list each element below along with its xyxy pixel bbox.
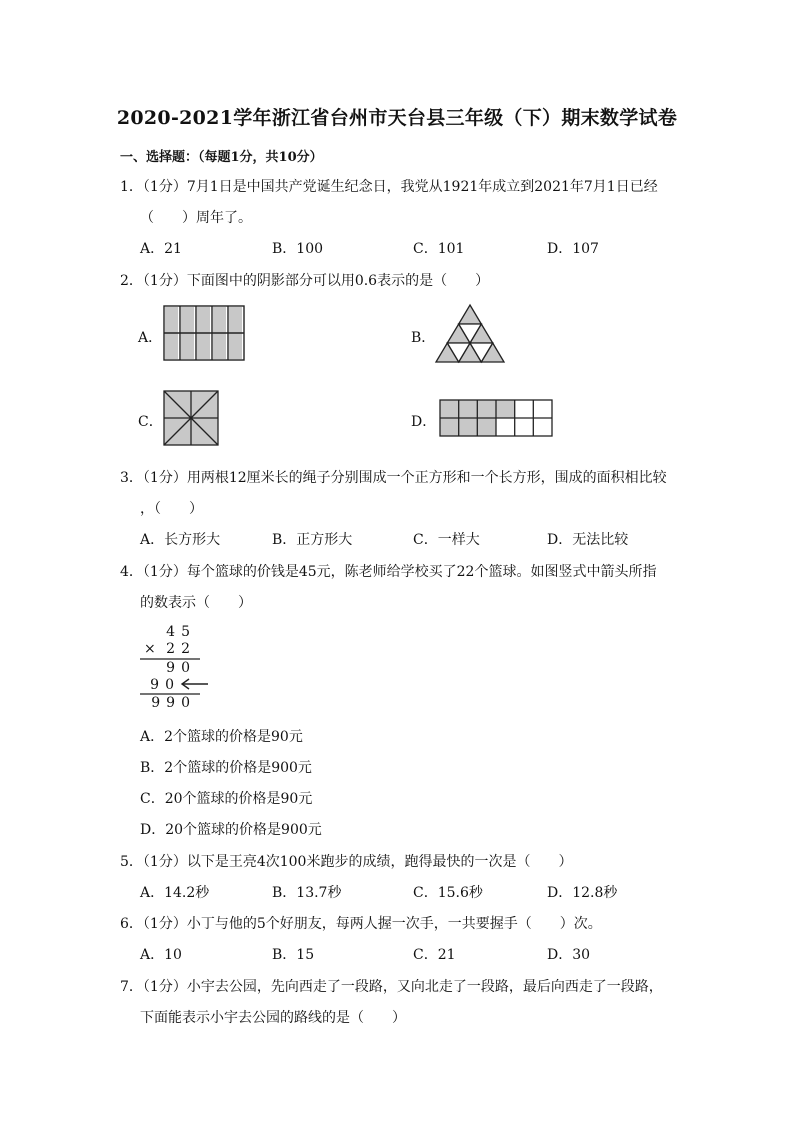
calc-lines [136,626,212,712]
calc-times-sign: × [144,641,156,657]
q4-text-line2: 的数表示（ ） [140,595,252,611]
q6-option-d: D．30 [547,947,591,963]
q3-text-line2: ，（ ） [140,501,203,517]
q1-option-b: B．100 [272,241,324,257]
q2-label-b: B． [411,330,436,346]
q6-option-c: C．21 [413,947,456,963]
q4-text-line1: 4．（1分）每个篮球的价钱是45元，陈老师给学校买了22个篮球。如图竖式中箭头所指 [120,564,657,580]
q2-figure-d-grid [439,399,553,437]
q2-figure-a-grid [163,305,245,361]
q2-label-a: A． [138,330,163,346]
q3-option-c: C．一样大 [413,532,480,548]
q3-option-d: D．无法比较 [547,532,629,548]
page-title: 2020-2021学年浙江省台州市天台县三年级（下）期末数学试卷 [116,107,678,129]
q2-figure-c-square [163,390,219,446]
q1-text-line1: 1．（1分）7月1日是中国共产党诞生纪念日，我党从1921年成立到2021年7月1日已经 [120,179,658,195]
q5-text-line1: 5．（1分）以下是王亮4次100米跑步的成绩，跑得最快的一次是（ ） [120,854,573,870]
q7-text-line2: 下面能表示小宇去公园的路线的是（ ） [140,1010,406,1026]
q3-option-b: B．正方形大 [272,532,353,548]
q4-option-b: B．2个篮球的价格是900元 [140,760,312,776]
q7-text-line1: 7．（1分）小宇去公园，先向西走了一段路，又向北走了一段路，最后向西走了一段路， [120,979,663,995]
q2-figure-b-triangle [436,303,504,363]
calc-product: 990 [151,695,196,711]
q5-option-b: B．13.7秒 [272,885,342,901]
q2-label-c: C． [138,414,163,430]
q2-label-d: D． [411,414,437,430]
q6-option-a: A．10 [140,947,182,963]
q1-option-c: C．101 [413,241,465,257]
q1-option-a: A．21 [140,241,182,257]
calc-partial-product-1: 90 [166,660,196,676]
section-heading: 一、选择题：（每题1分，共10分） [120,150,323,165]
q4-option-c: C．20个篮球的价格是90元 [140,791,313,807]
arrow-left-icon [180,677,210,691]
calc-multiplier: 22 [166,641,196,657]
q6-option-b: B．15 [272,947,315,963]
q6-text-line1: 6．（1分）小丁与他的5个好朋友，每两人握一次手，一共要握手（ ）次。 [120,916,602,932]
q5-option-a: A．14.2秒 [140,885,210,901]
q3-option-a: A．长方形大 [140,532,221,548]
q4-option-d: D．20个篮球的价格是900元 [140,822,322,838]
q2-text-line1: 2．（1分）下面图中的阴影部分可以用0.6表示的是（ ） [120,273,490,289]
calc-multiplicand: 45 [166,624,196,640]
calc-partial-product-2: 90 [150,677,180,693]
q5-option-c: C．15.6秒 [413,885,483,901]
q1-text-line2: （ ）周年了。 [140,210,252,226]
q3-text-line1: 3．（1分）用两根12厘米长的绳子分别围成一个正方形和一个长方形，围成的面积相比较 [120,470,667,486]
q5-option-d: D．12.8秒 [547,885,618,901]
q1-option-d: D．107 [547,241,599,257]
q4-option-a: A．2个篮球的价格是90元 [140,729,303,745]
